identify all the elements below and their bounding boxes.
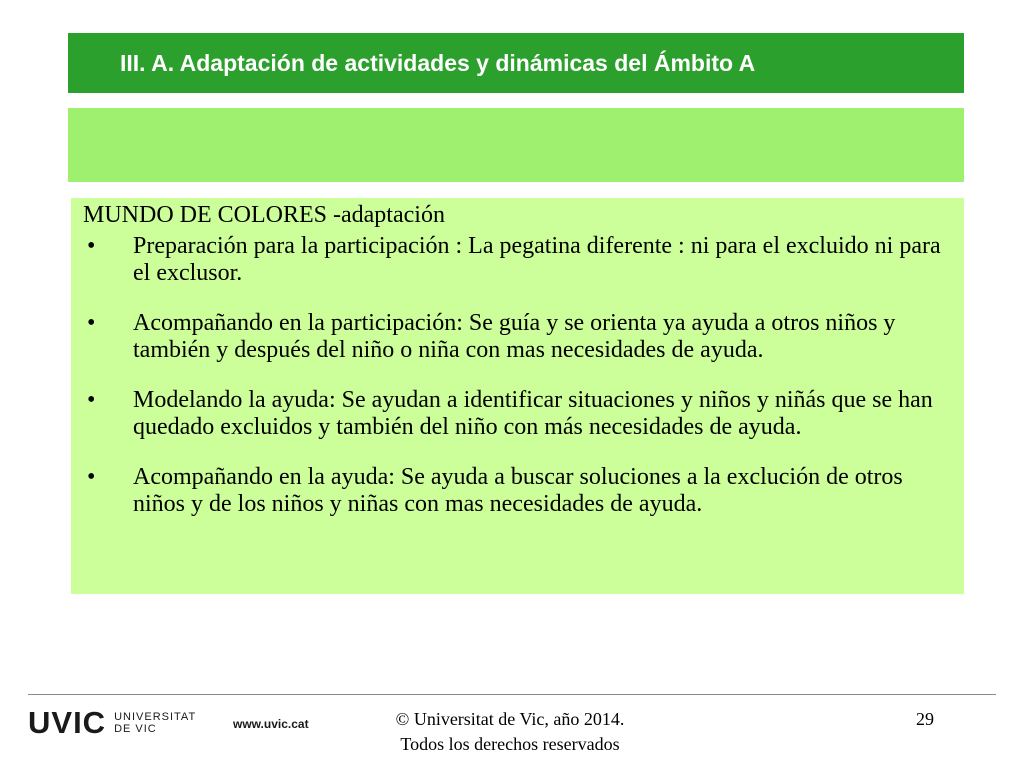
logo-line-2: DE VIC xyxy=(114,723,157,735)
website-link[interactable]: www.uvic.cat xyxy=(233,717,309,731)
bullet-item xyxy=(83,310,954,364)
bullet-text: Acompañando en la ayuda: Se ayuda a buscar soluciones a la exclución de otros niños y de los niños y niñas con mas necesidades de ayuda. xyxy=(133,464,903,517)
slide-title: III. A. Adaptación de actividades y dinámicas del Ámbito A xyxy=(120,49,756,76)
bullet-list xyxy=(83,233,954,518)
logo-subtitle xyxy=(114,711,196,735)
bullet-mark: • xyxy=(87,464,96,490)
bullet-item xyxy=(83,464,954,518)
copyright-line-2: Todos los derechos reservados xyxy=(400,734,620,754)
uvic-logo xyxy=(28,705,197,740)
logo-mark: UVIC xyxy=(28,705,107,740)
bullet-text: Modelando la ayuda: Se ayudan a identificar situaciones y niños y niñás que se han quedado excluidos y también del niño con más necesidades de ayuda. xyxy=(133,387,933,440)
copyright-line-1: © Universitat de Vic, año 2014. xyxy=(395,709,625,729)
bullet-text: Acompañando en la participación: Se guía y se orienta ya ayuda a otros niños y también y después del niño o niña con mas necesidades de ayuda. xyxy=(133,310,896,363)
content-box xyxy=(71,198,964,594)
bullet-text: Preparación para la participación : La pegatina diferente : ni para el excluido ni para el exclusor. xyxy=(133,233,941,286)
bullet-item xyxy=(83,387,954,441)
page-number: 29 xyxy=(916,709,934,729)
bullet-item xyxy=(83,233,954,287)
logo-line-1: UNIVERSITAT xyxy=(114,711,197,723)
title-bar xyxy=(68,33,964,93)
content-heading: MUNDO DE COLORES -adaptación xyxy=(83,202,445,228)
bullet-mark: • xyxy=(87,233,96,259)
bullet-mark: • xyxy=(87,310,96,336)
copyright-notice xyxy=(340,707,680,757)
subtitle-band xyxy=(68,108,964,182)
footer-divider xyxy=(28,694,996,695)
bullet-mark: • xyxy=(87,387,96,413)
